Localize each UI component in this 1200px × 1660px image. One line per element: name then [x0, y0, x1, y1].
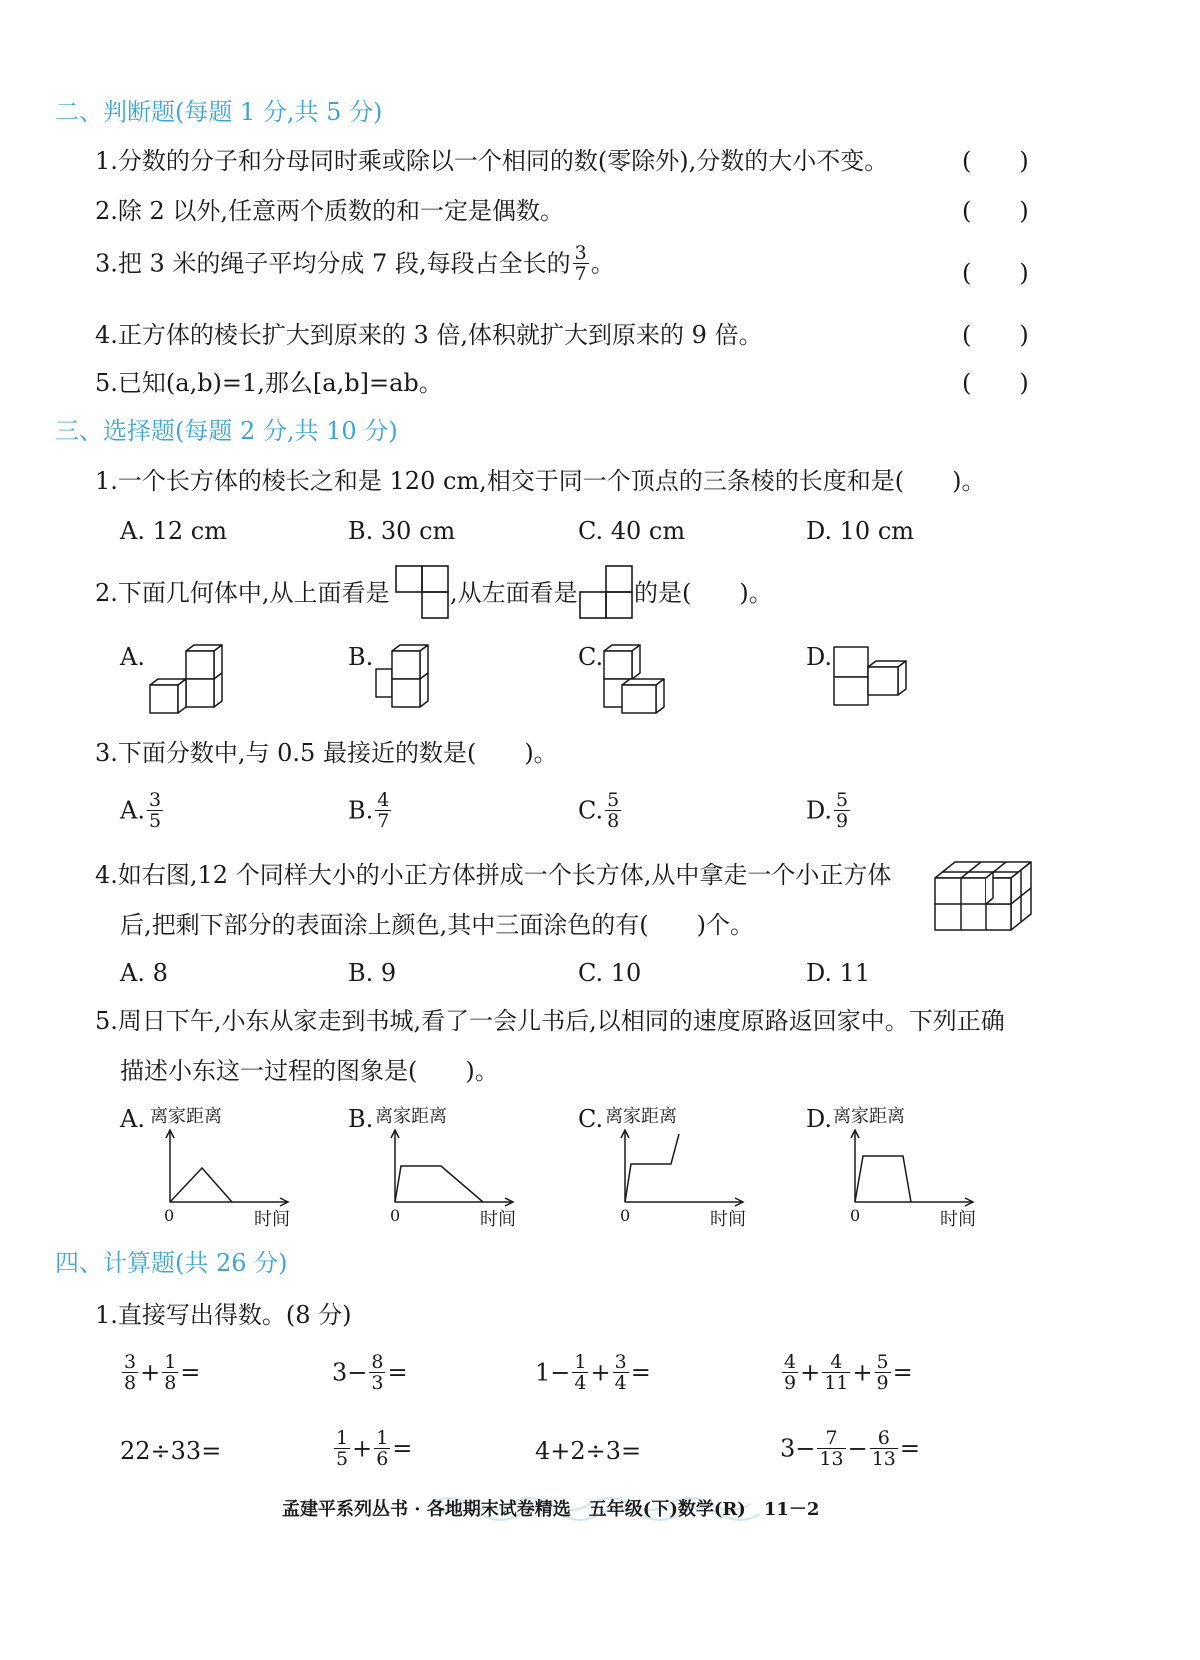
left-view-figure — [580, 566, 634, 620]
choice-q2-option-a[interactable]: A. — [120, 643, 145, 671]
answer-paren[interactable]: ( ) — [962, 321, 1029, 349]
graph-d-xlabel: 时间 — [940, 1209, 976, 1230]
choice-q1-option-b[interactable]: B. 30 cm — [348, 517, 456, 545]
choice-q5-text-2: 描述小东这一过程的图象是( )。 — [120, 1057, 499, 1085]
graph-b — [385, 1130, 517, 1210]
choice-q2-option-c[interactable]: C. — [578, 643, 604, 671]
choice-q4-text-1: 4.如右图,12 个同样大小的小正方体拼成一个长方体,从中拿走一个小正方体 — [95, 861, 892, 889]
choice-q4-option-a[interactable]: A. 8 — [120, 959, 168, 987]
footer-text: 孟建平系列丛书 · 各地期末试卷精选 五年级(下)数学(R) 11－2 — [282, 1499, 820, 1520]
graph-c-origin: 0 — [620, 1206, 631, 1225]
choice-q1-text: 1.一个长方体的棱长之和是 120 cm,相交于同一个顶点的三条棱的长度和是( )。 — [95, 467, 986, 495]
graph-a-ylabel: 离家距离 — [150, 1106, 222, 1127]
graph-c-xlabel: 时间 — [710, 1209, 746, 1230]
graph-b-origin: 0 — [390, 1206, 401, 1225]
calc-expr-6: $\frac{1}{5}$ + $\frac{1}{6}$ = — [336, 1427, 413, 1470]
calc-expr-1: $\frac{3}{8}$ + $\frac{1}{8}$ = — [124, 1351, 201, 1394]
choice-q4-option-d[interactable]: D. 11 — [806, 959, 871, 987]
graph-a — [160, 1130, 292, 1210]
choice-q4-text-2: 后,把剩下部分的表面涂上颜色,其中三面涂色的有( )个。 — [120, 911, 754, 939]
graph-d — [845, 1130, 977, 1210]
choice-q5-text-1: 5.周日下午,小东从家走到书城,看了一会儿书后,以相同的速度原路返回家中。下列正确 — [95, 1007, 1005, 1035]
calc-q1-text: 1.直接写出得数。(8 分) — [95, 1301, 352, 1329]
calc-expr-7: 4+2÷3= — [535, 1437, 642, 1465]
choice-q3-option-b[interactable]: B. $\frac{4}{7}$ — [348, 789, 390, 832]
fraction: $\frac{3}{7}$ — [574, 242, 587, 285]
judge-item-4: 4.正方体的棱长扩大到原来的 3 倍,体积就扩大到原来的 9 倍。 — [95, 321, 763, 349]
choice-q4-option-c[interactable]: C. 10 — [578, 959, 642, 987]
cube-figure-d — [832, 645, 912, 717]
section-title-choice: 三、选择题(每题 2 分,共 10 分) — [55, 417, 398, 445]
calc-expr-4: $\frac{4}{9}$ + $\frac{4}{11}$ + $\frac{5}{9}$ = — [784, 1351, 913, 1394]
choice-q3-option-d[interactable]: D. $\frac{5}{9}$ — [806, 789, 849, 832]
cuboid-figure — [933, 860, 1035, 934]
section-title-calc: 四、计算题(共 26 分) — [55, 1249, 288, 1277]
choice-q2-option-d[interactable]: D. — [806, 643, 833, 671]
graph-b-xlabel: 时间 — [480, 1209, 516, 1230]
graph-a-xlabel: 时间 — [254, 1209, 290, 1230]
graph-d-origin: 0 — [850, 1206, 861, 1225]
choice-q3-text: 3.下面分数中,与 0.5 最接近的数是( )。 — [95, 739, 558, 767]
judge-item-5: 5.已知(a,b)=1,那么[a,b]=ab。 — [95, 369, 443, 397]
choice-q2-text-3: 的是( )。 — [634, 579, 773, 607]
cube-figure-c — [604, 645, 674, 717]
graph-a-origin: 0 — [164, 1206, 175, 1225]
choice-q3-option-c[interactable]: C. $\frac{5}{8}$ — [578, 789, 620, 832]
calc-expr-5: 22÷33= — [120, 1437, 222, 1465]
answer-paren[interactable]: ( ) — [962, 259, 1029, 287]
choice-q5-option-a[interactable]: A. — [120, 1105, 145, 1133]
choice-q1-option-d[interactable]: D. 10 cm — [806, 517, 915, 545]
choice-q2-option-b[interactable]: B. — [348, 643, 374, 671]
judge-item-1: 1.分数的分子和分母同时乘或除以一个相同的数(零除外),分数的大小不变。 — [95, 147, 889, 175]
top-view-figure — [396, 566, 450, 620]
calc-expr-8: 3− $\frac{7}{13}$ − $\frac{6}{13}$ = — [780, 1427, 920, 1470]
graph-c — [615, 1130, 747, 1210]
calc-expr-3: 1− $\frac{1}{4}$ + $\frac{3}{4}$ = — [535, 1351, 651, 1394]
choice-q2-text-1: 2.下面几何体中,从上面看是 — [95, 579, 390, 607]
choice-q1-option-c[interactable]: C. 40 cm — [578, 517, 686, 545]
choice-q4-option-b[interactable]: B. 9 — [348, 959, 397, 987]
graph-d-ylabel: 离家距离 — [833, 1106, 905, 1127]
answer-paren[interactable]: ( ) — [962, 147, 1029, 175]
graph-b-ylabel: 离家距离 — [375, 1106, 447, 1127]
choice-q2-text-2: ,从左面看是 — [450, 579, 578, 607]
choice-q3-option-a[interactable]: A. $\frac{3}{5}$ — [120, 789, 162, 832]
cube-figure-b — [374, 645, 444, 717]
judge-item-3-text: 3.把 3 米的绳子平均分成 7 段,每段占全长的 — [95, 249, 571, 278]
graph-c-ylabel: 离家距离 — [605, 1106, 677, 1127]
answer-paren[interactable]: ( ) — [962, 197, 1029, 225]
choice-q1-option-a[interactable]: A. 12 cm — [120, 517, 227, 545]
judge-item-3: 3.把 3 米的绳子平均分成 7 段,每段占全长的 $\frac{3}{7}$ 。 — [95, 242, 615, 285]
calc-expr-2: 3− $\frac{8}{3}$ = — [332, 1351, 408, 1394]
cube-figure-a — [148, 645, 228, 717]
choice-q5-option-c[interactable]: C. — [578, 1105, 604, 1133]
answer-paren[interactable]: ( ) — [962, 369, 1029, 397]
choice-q5-option-b[interactable]: B. — [348, 1105, 374, 1133]
judge-item-2: 2.除 2 以外,任意两个质数的和一定是偶数。 — [95, 197, 565, 225]
choice-q5-option-d[interactable]: D. — [806, 1105, 833, 1133]
section-title-judge: 二、判断题(每题 1 分,共 5 分) — [55, 98, 383, 126]
